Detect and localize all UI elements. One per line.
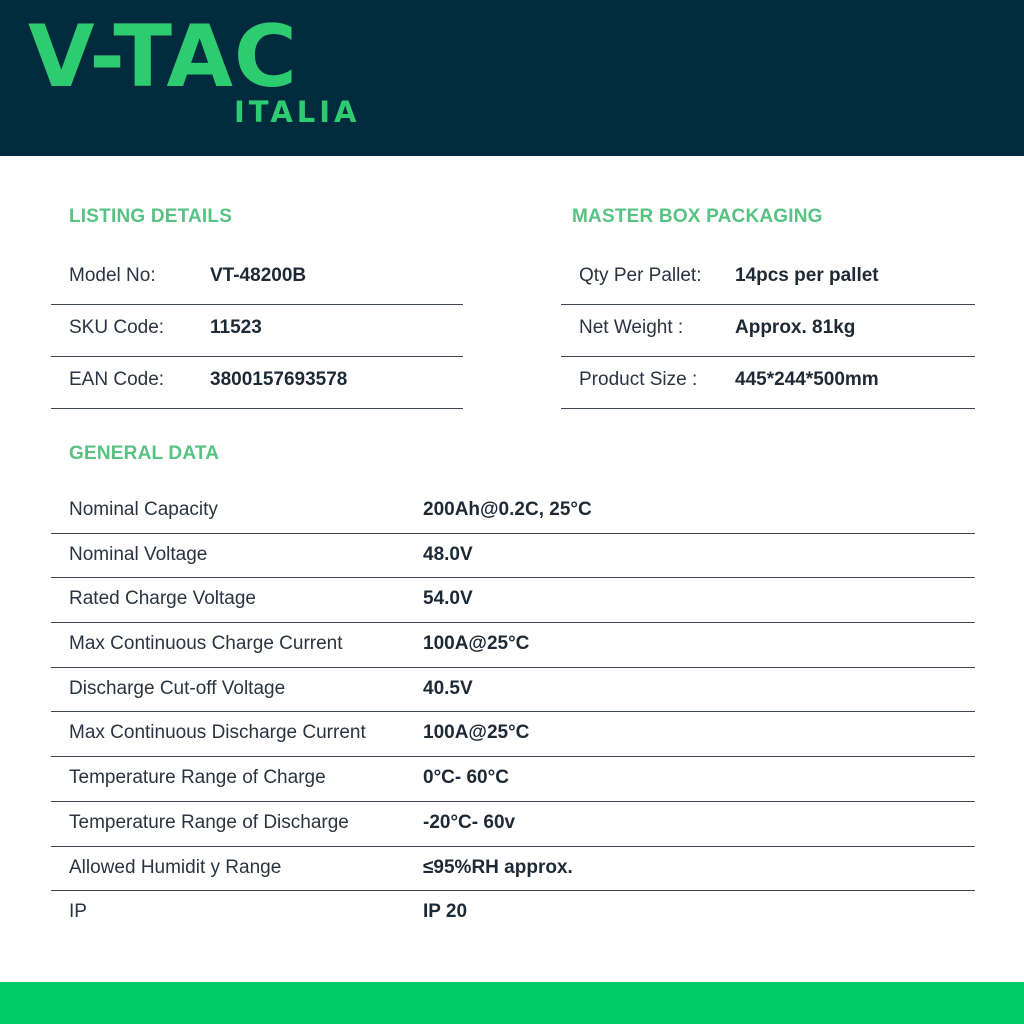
qty-value: 14pcs per pallet <box>735 265 879 286</box>
table-row <box>51 489 975 534</box>
table-row <box>51 668 975 713</box>
table-row <box>51 623 975 668</box>
footer-bar <box>0 982 1024 1024</box>
table-row <box>561 253 975 305</box>
model-label: Model No: <box>69 265 156 286</box>
general-data-table <box>51 489 975 936</box>
table-row <box>51 757 975 802</box>
spec-value: -20°C- 60v <box>423 811 516 833</box>
weight-value: Approx. 81kg <box>735 317 856 338</box>
spec-label: IP <box>69 901 87 923</box>
brand-logo: V-TAC <box>28 7 299 107</box>
table-row <box>51 712 975 757</box>
spec-label: Nominal Voltage <box>69 543 208 565</box>
table-row <box>51 802 975 847</box>
table-row <box>51 305 463 357</box>
table-row <box>51 847 975 892</box>
model-value: VT-48200B <box>210 265 307 286</box>
sku-label: SKU Code: <box>69 317 165 338</box>
table-row <box>51 534 975 579</box>
spec-value: 40.5V <box>423 677 473 699</box>
table-row <box>51 253 463 305</box>
spec-label: Rated Charge Voltage <box>69 588 256 610</box>
table-row <box>51 891 975 936</box>
qty-label: Qty Per Pallet: <box>579 265 702 286</box>
spec-label: Max Continuous Charge Current <box>69 633 343 655</box>
spec-value: 200Ah@0.2C, 25°C <box>423 499 592 520</box>
table-row <box>51 578 975 623</box>
spec-label: Temperature Range of Discharge <box>69 811 349 833</box>
listing-details-title: LISTING DETAILS <box>69 206 233 227</box>
general-data-title: GENERAL DATA <box>69 443 220 464</box>
ean-value: 3800157693578 <box>210 369 348 390</box>
spec-label: Discharge Cut-off Voltage <box>69 677 286 699</box>
size-label: Product Size : <box>579 369 698 390</box>
table-row <box>51 357 463 409</box>
spec-value: 100A@25°C <box>423 722 530 744</box>
spec-label: Temperature Range of Charge <box>69 767 326 789</box>
spec-label: Nominal Capacity <box>69 499 218 520</box>
spec-value: 0°C- 60°C <box>423 767 509 789</box>
sku-value: 11523 <box>210 317 262 338</box>
spec-value: 54.0V <box>423 588 473 610</box>
size-value: 445*244*500mm <box>735 369 879 390</box>
table-row <box>561 305 975 357</box>
spec-label: Allowed Humidit y Range <box>69 856 282 878</box>
weight-label: Net Weight : <box>579 317 684 338</box>
listing-details-table <box>51 253 463 409</box>
spec-value: 48.0V <box>423 543 473 565</box>
spec-value: IP 20 <box>423 901 468 923</box>
brand-subtitle: ITALIA <box>234 95 361 129</box>
packaging-title: MASTER BOX PACKAGING <box>572 206 823 227</box>
table-row <box>561 357 975 409</box>
header-banner <box>0 0 1024 156</box>
spec-label: Max Continuous Discharge Current <box>69 722 366 744</box>
packaging-table <box>561 253 975 409</box>
spec-value: 100A@25°C <box>423 633 530 655</box>
spec-value: ≤95%RH approx. <box>423 856 573 878</box>
ean-label: EAN Code: <box>69 369 165 390</box>
